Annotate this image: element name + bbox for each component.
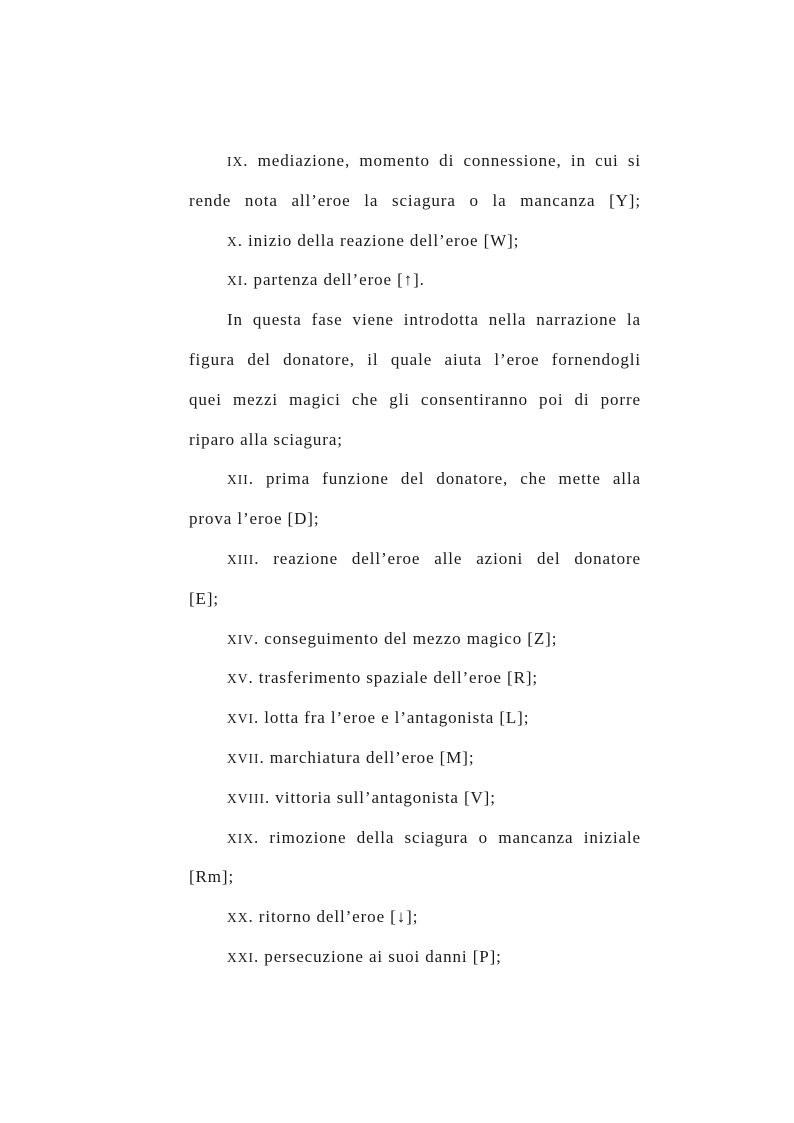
roman-numeral: XIX: [227, 830, 254, 846]
roman-numeral: XIII: [227, 551, 255, 567]
roman-numeral: XVII: [227, 750, 260, 766]
function-ix-line-2: [189, 181, 641, 221]
line-text: . partenza dell’eroe [↑].: [243, 270, 425, 290]
line-text: quei mezzi magici che gli consentiranno poi di porre: [189, 389, 641, 409]
line-text: . inizio della reazione dell’eroe [W];: [237, 230, 520, 250]
line-text: . persecuzione ai suoi danni [P];: [254, 946, 502, 966]
line-text: . lotta fra l’eroe e l’antagonista [L];: [254, 708, 530, 728]
line-text: . vittoria sull’antagonista [V];: [265, 787, 496, 807]
paragraph-line-4: [189, 420, 641, 460]
function-ix-line-1: [189, 141, 641, 181]
function-xvi: [189, 698, 641, 738]
roman-numeral: X: [227, 233, 238, 249]
function-xii-line-2: [189, 499, 641, 539]
document-body: [189, 141, 641, 977]
function-xvii: [189, 738, 641, 778]
line-text: riparo alla sciagura;: [189, 429, 343, 449]
line-text: prova l’eroe [D];: [189, 509, 320, 529]
function-xi: [189, 260, 641, 300]
function-xviii: [189, 778, 641, 818]
line-text: . rimozione della sciagura o mancanza iniziale: [254, 827, 641, 847]
line-text: . ritorno dell’eroe [↓];: [248, 907, 419, 927]
paragraph-line-2: [189, 340, 641, 380]
paragraph-line-3: [189, 380, 641, 420]
function-xiv: [189, 619, 641, 659]
line-text: . mediazione, momento di connessione, in cui si: [243, 151, 641, 170]
line-text: . prima funzione del donatore, che mette alla: [248, 469, 641, 489]
line-text: . reazione dell’eroe alle azioni del donatore: [254, 548, 641, 568]
paragraph-line-1: [189, 300, 641, 340]
roman-numeral: XVI: [227, 711, 254, 727]
function-x: [189, 221, 641, 261]
line-text: In questa fase viene introdotta nella narrazione la: [227, 310, 641, 330]
function-xix-line-2: [189, 857, 641, 897]
function-xx: [189, 897, 641, 937]
line-text: [Rm];: [189, 867, 235, 887]
function-xii-line-1: [189, 459, 641, 499]
roman-numeral: XVIII: [227, 790, 265, 806]
function-xix-line-1: [189, 818, 641, 858]
roman-numeral: IX: [227, 154, 244, 169]
line-text: . conseguimento del mezzo magico [Z];: [254, 628, 558, 648]
roman-numeral: XV: [227, 671, 249, 687]
line-text: . marchiatura dell’eroe [M];: [259, 747, 475, 767]
roman-numeral: XX: [227, 910, 249, 926]
function-xiii-line-2: [189, 579, 641, 619]
line-text: . trasferimento spaziale dell’eroe [R];: [248, 668, 539, 688]
function-xxi: [189, 937, 641, 977]
line-text: rende nota all’eroe la sciagura o la mancanza [Y];: [189, 190, 641, 210]
roman-numeral: XI: [227, 273, 244, 289]
function-xiii-line-1: [189, 539, 641, 579]
line-text: figura del donatore, il quale aiuta l’eroe fornendogli: [189, 349, 641, 369]
function-xv: [189, 658, 641, 698]
roman-numeral: XII: [227, 472, 249, 488]
roman-numeral: XIV: [227, 631, 254, 647]
line-text: [E];: [189, 588, 220, 608]
roman-numeral: XXI: [227, 949, 254, 965]
